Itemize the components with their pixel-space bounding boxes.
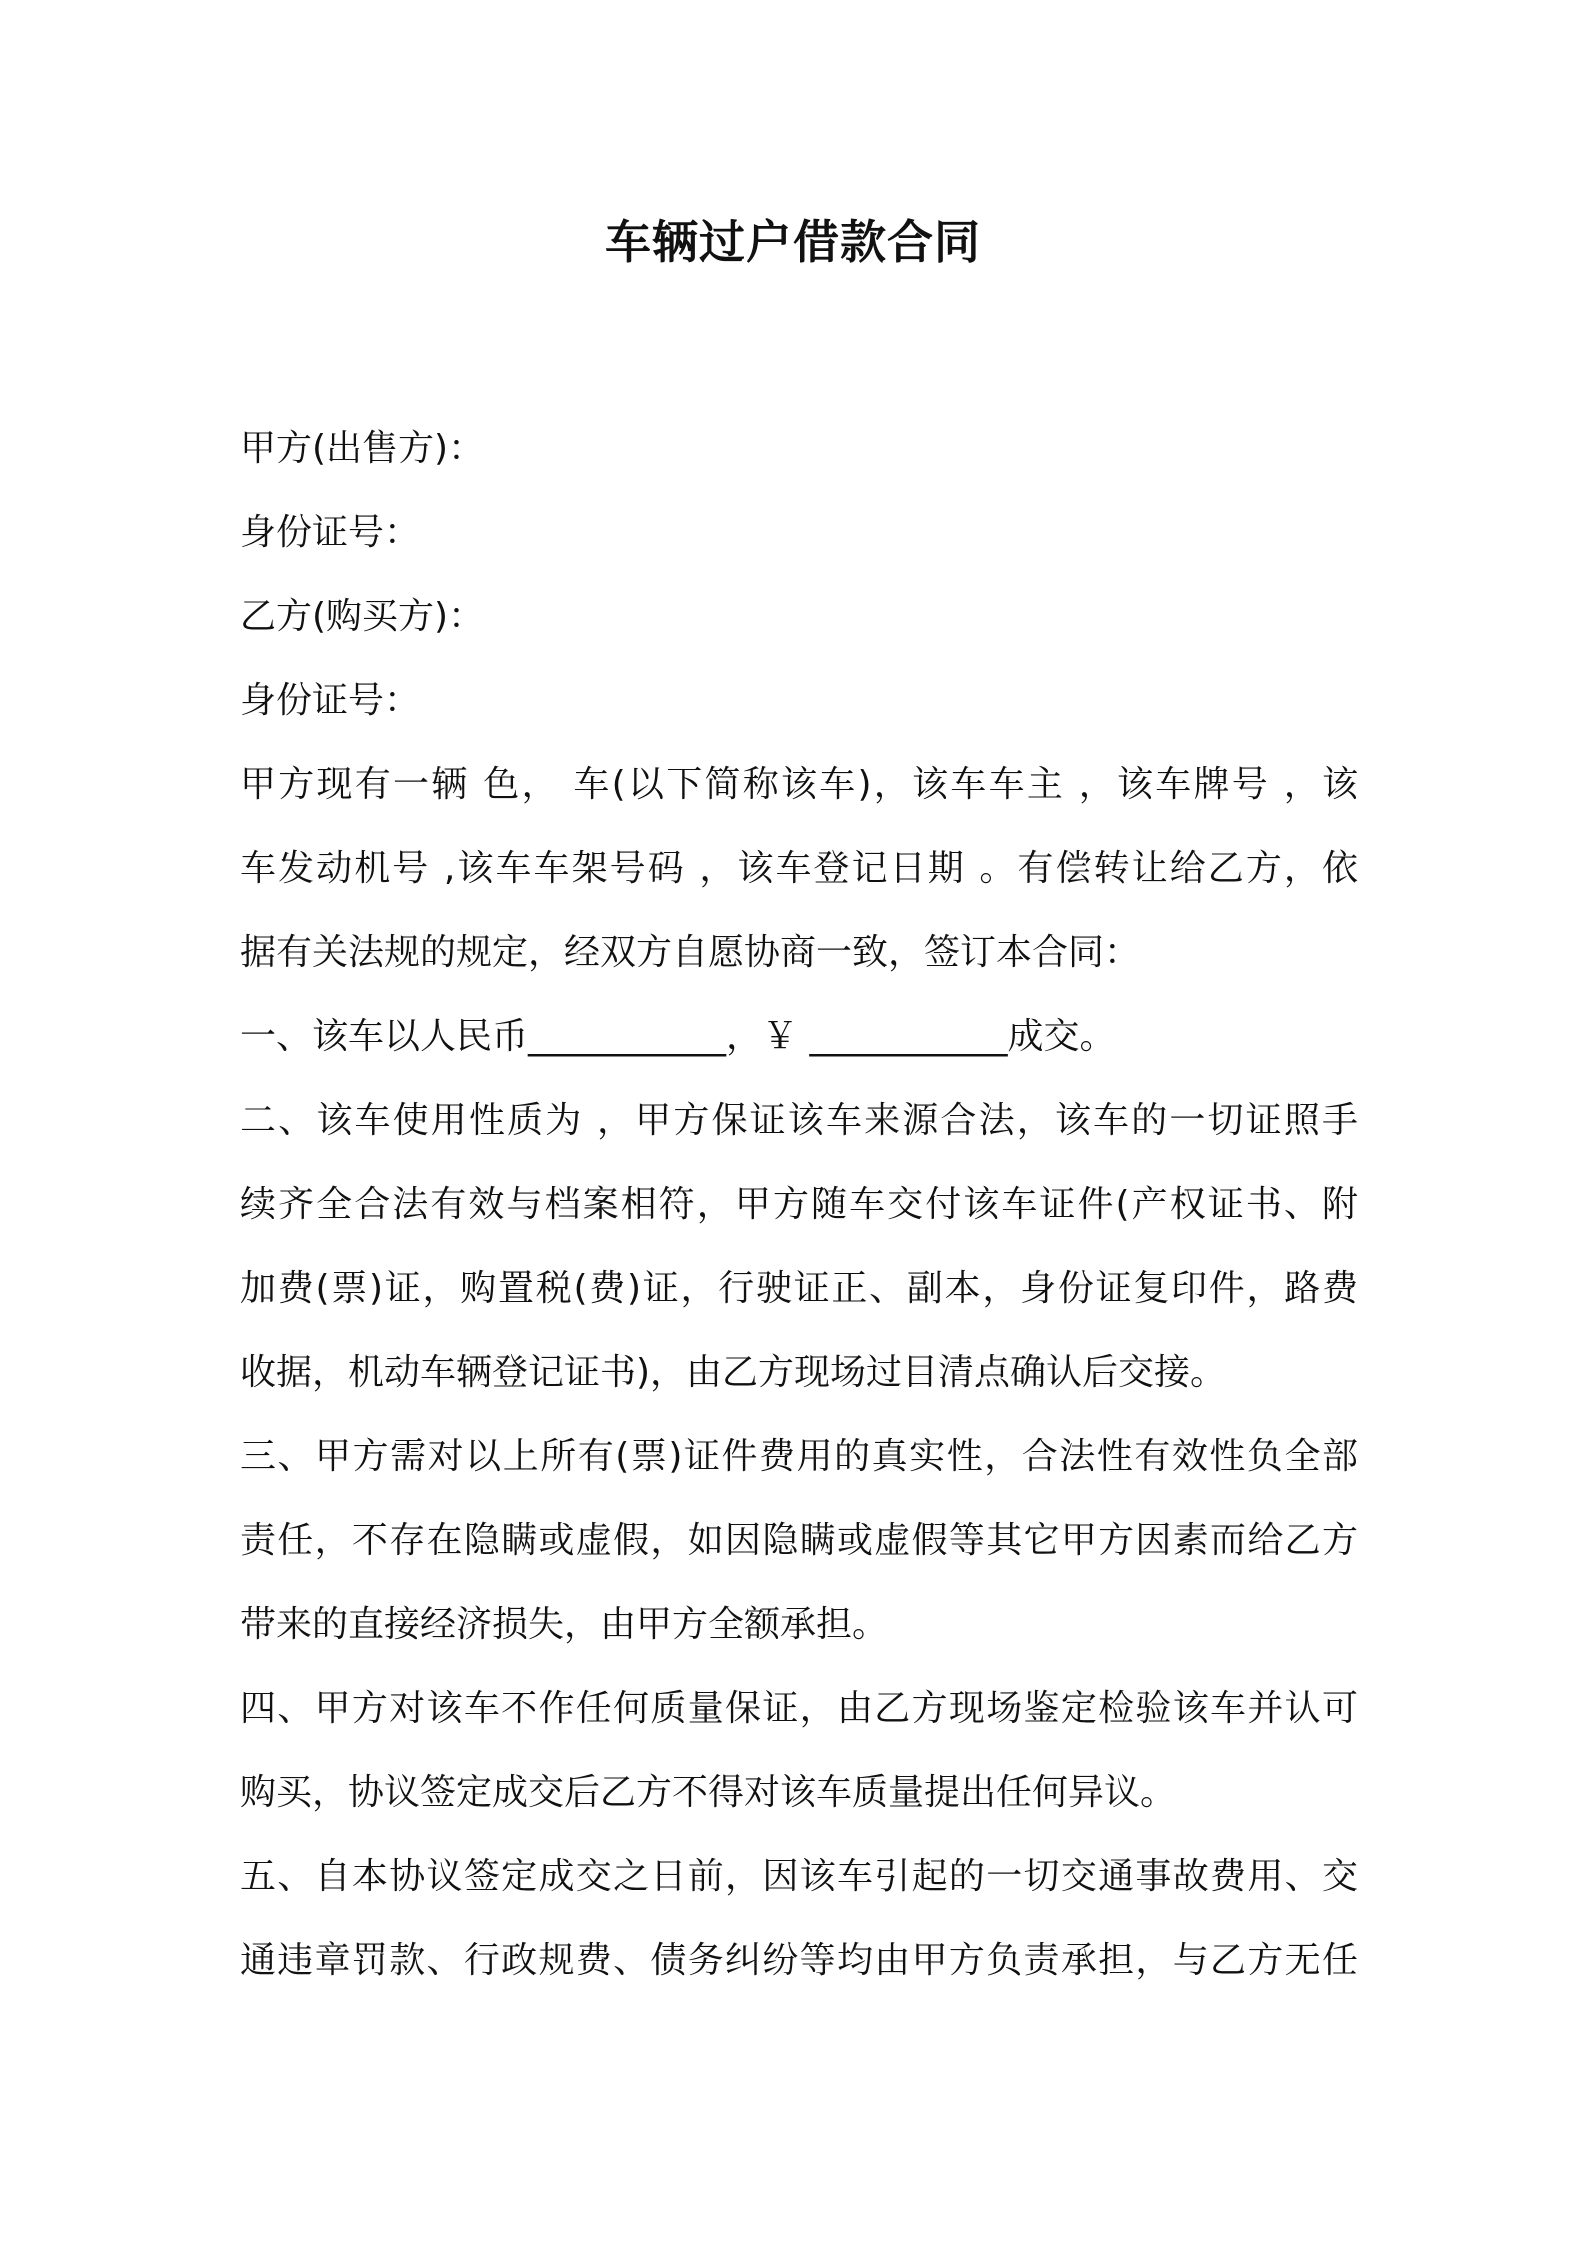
intro-line-2: 车发动机号 ,该车车架号码 ，该车登记日期 。有偿转让给乙方，依	[240, 848, 1358, 889]
clause-4-line-1: 四、甲方对该车不作任何质量保证，由乙方现场鉴定检验该车并认可	[240, 1688, 1358, 1729]
clause-3-line-3: 带来的直接经济损失，由甲方全额承担。	[240, 1604, 889, 1645]
party-a-id-label: 身份证号：	[240, 512, 421, 553]
clause-1-line-1: 一、该车以人民币___________，￥ ___________成交。	[240, 1016, 1116, 1057]
clause-2-line-3: 加费(票)证，购置税(费)证，行驶证正、副本，身份证复印件，路费	[240, 1268, 1358, 1309]
clause-5-line-2: 通违章罚款、行政规费、债务纠纷等均由甲方负责承担，与乙方无任	[240, 1940, 1358, 1981]
clause-3-line-1: 三、甲方需对以上所有(票)证件费用的真实性，合法性有效性负全部	[240, 1436, 1358, 1477]
document-title: 车辆过户借款合同	[605, 215, 981, 269]
party-b-label: 乙方(购买方)：	[240, 596, 485, 637]
clause-4-line-2: 购买，协议签定成交后乙方不得对该车质量提出任何异议。	[240, 1772, 1177, 1813]
clause-3-line-2: 责任，不存在隐瞒或虚假，如因隐瞒或虚假等其它甲方因素而给乙方	[240, 1520, 1358, 1561]
intro-line-3: 据有关法规的规定，经双方自愿协商一致，签订本合同：	[240, 932, 1141, 973]
party-a-label: 甲方(出售方)：	[240, 428, 485, 469]
clause-2-line-1: 二、该车使用性质为 ，甲方保证该车来源合法，该车的一切证照手	[240, 1100, 1358, 1141]
document-body	[240, 407, 1358, 2003]
party-b-id-label: 身份证号：	[240, 680, 421, 721]
clause-2-line-2: 续齐全合法有效与档案相符，甲方随车交付该车证件(产权证书、附	[240, 1184, 1358, 1225]
clause-2-line-4: 收据，机动车辆登记证书)，由乙方现场过目清点确认后交接。	[240, 1352, 1227, 1393]
clause-5-line-1: 五、自本协议签定成交之日前，因该车引起的一切交通事故费用、交	[240, 1856, 1358, 1897]
intro-line-1: 甲方现有一辆 色， 车(以下简称该车)，该车车主 ，该车牌号 ，该	[240, 764, 1358, 805]
